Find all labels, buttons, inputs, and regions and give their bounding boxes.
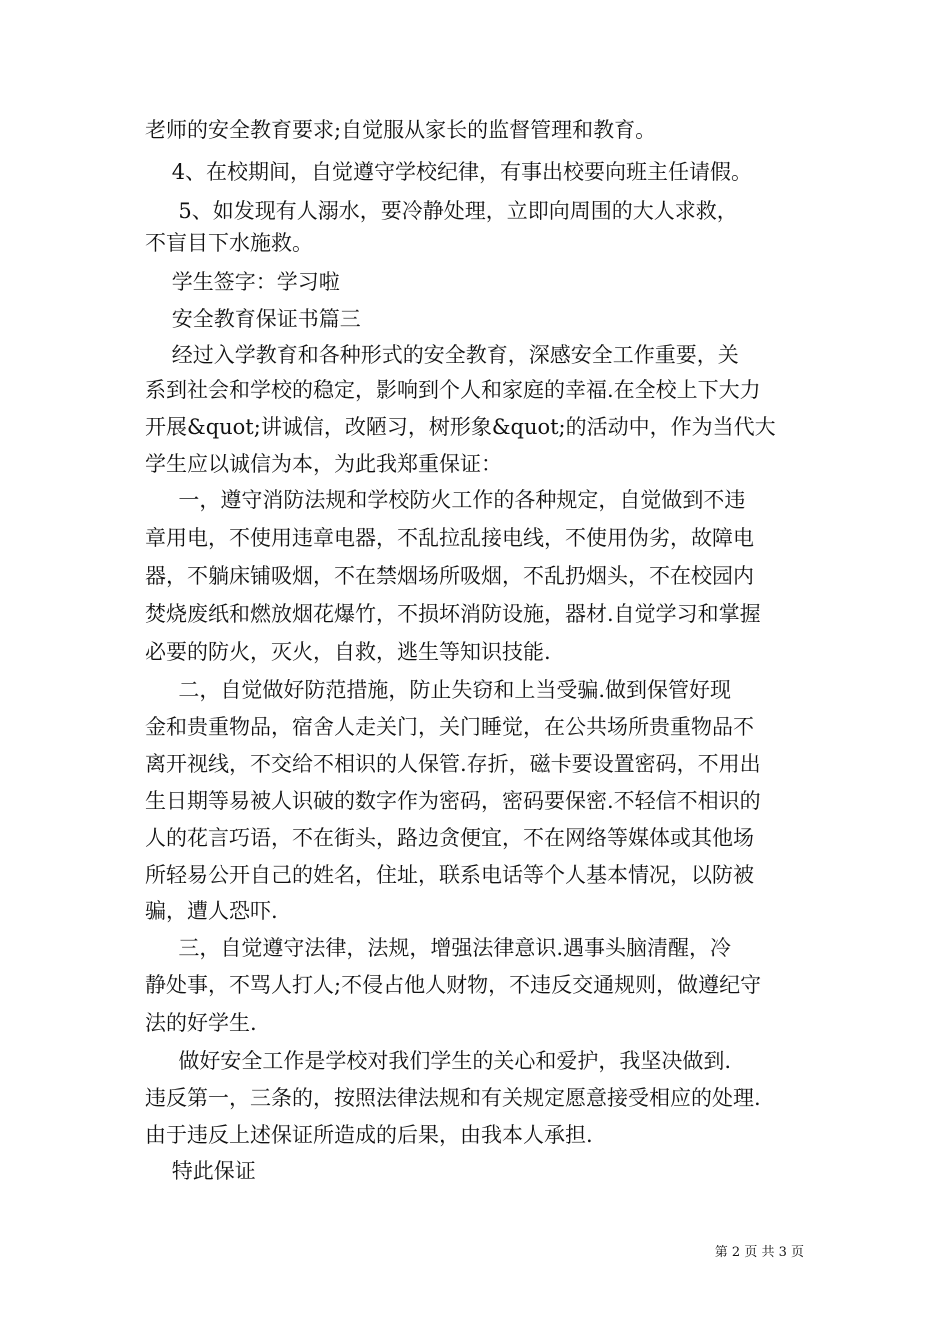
text-line: 三，自觉遵守法律，法规，增强法律意识.遇事头脑清醒，冷 <box>145 936 732 960</box>
text-line: 4、在校期间，自觉遵守学校纪律，有事出校要向班主任请假。 <box>145 160 753 184</box>
text-line: 静处事，不骂人打人;不侵占他人财物，不违反交通规则，做遵纪守 <box>145 973 762 997</box>
text-line: 焚烧废纸和燃放烟花爆竹，不损坏消防设施，器材.自觉学习和掌握 <box>145 602 761 626</box>
text-line: 开展&quot;讲诚信，改陋习，树形象&quot;的活动中，作为当代大 <box>145 415 776 439</box>
text-line: 一，遵守消防法规和学校防火工作的各种规定，自觉做到不违 <box>145 488 746 512</box>
text-line: 二，自觉做好防范措施，防止失窃和上当受骗.做到保管好现 <box>145 678 732 702</box>
text-line: 不盲目下水施救。 <box>145 231 313 255</box>
text-line: 学生应以诚信为本，为此我郑重保证： <box>145 452 502 476</box>
text-line: 离开视线，不交给不相识的人保管.存折，磁卡要设置密码，不用出 <box>145 752 761 776</box>
text-line: 特此保证 <box>145 1159 256 1183</box>
text-line: 5、如发现有人溺水，要冷静处理，立即向周围的大人求救， <box>145 199 738 223</box>
text-line: 由于违反上述保证所造成的后果，由我本人承担. <box>145 1123 593 1147</box>
text-line: 章用电，不使用违章电器，不乱拉乱接电线，不使用伪劣，故障电 <box>145 526 754 550</box>
text-line: 做好安全工作是学校对我们学生的关心和爱护，我坚决做到. <box>145 1049 732 1073</box>
text-line: 器，不躺床铺吸烟，不在禁烟场所吸烟，不乱扔烟头，不在校园内 <box>145 564 754 588</box>
text-line: 经过入学教育和各种形式的安全教育，深感安全工作重要，关 <box>145 343 739 367</box>
text-line: 必要的防火，灭火，自救，逃生等知识技能. <box>145 640 551 664</box>
text-line: 学生签字：学习啦 <box>145 270 340 294</box>
text-line: 违反第一，三条的，按照法律法规和有关规定愿意接受相应的处理. <box>145 1086 761 1110</box>
text-line: 金和贵重物品，宿舍人走关门，关门睡觉，在公共场所贵重物品不 <box>145 715 754 739</box>
text-line: 老师的安全教育要求;自觉服从家长的监督管理和教育。 <box>145 118 657 142</box>
text-line: 系到社会和学校的稳定，影响到个人和家庭的幸福.在全校上下大力 <box>145 378 761 402</box>
text-line: 骗，遭人恐吓. <box>145 899 278 923</box>
text-line: 法的好学生. <box>145 1011 257 1035</box>
text-line: 人的花言巧语，不在街头，路边贪便宜，不在网络等媒体或其他场 <box>145 826 754 850</box>
text-line: 生日期等易被人识破的数字作为密码，密码要保密.不轻信不相识的 <box>145 789 761 813</box>
text-line: 所轻易公开自己的姓名，住址，联系电话等个人基本情况，以防被 <box>145 863 754 887</box>
page-number: 第 2 页 共 3 页 <box>714 1245 804 1260</box>
section-heading: 安全教育保证书篇三 <box>145 307 361 331</box>
